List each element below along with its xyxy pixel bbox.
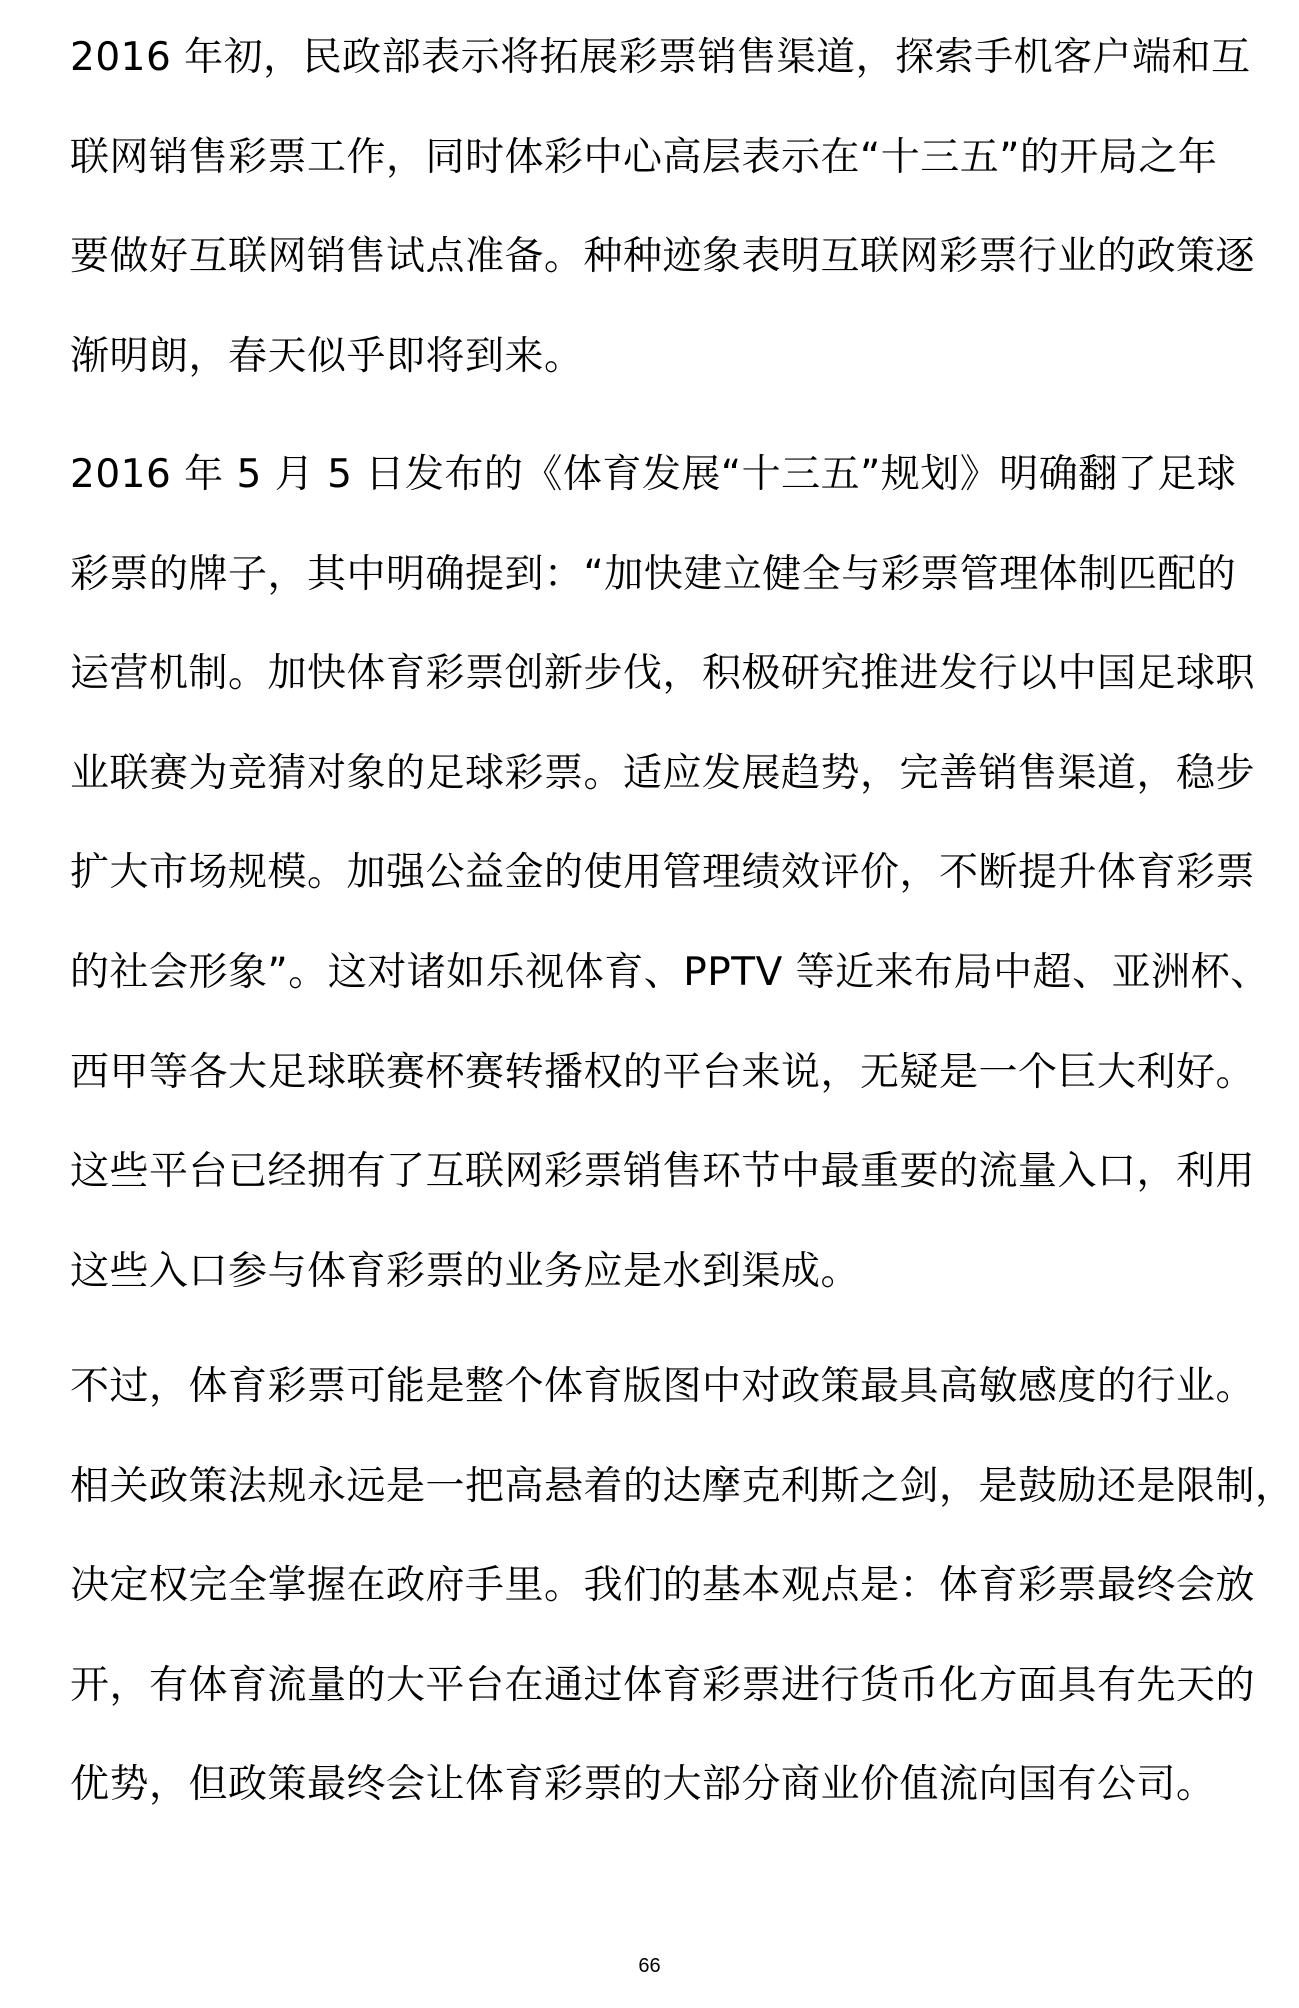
text-line: 运营机制。加快体育彩票创新步伐，积极研究推进发行以中国足球职 [70,651,1256,697]
text-line: 要做好互联网销售试点准备。种种迹象表明互联网彩票行业的政策逐 [70,234,1256,280]
text-line: 西甲等各大足球联赛杯赛转播权的平台来说，无疑是一个巨大利好。 [70,1049,1256,1095]
text-line: 扩大市场规模。加强公益金的使用管理绩效评价，不断提升体育彩票 [70,850,1256,896]
text-line: 的社会形象”。这对诸如乐视体育、PPTV 等近来布局中超、亚洲杯、 [70,949,1270,995]
text-line: 渐明朗，春天似乎即将到来。 [70,333,584,379]
text-line: 彩票的牌子，其中明确提到：“加快建立健全与彩票管理体制匹配的 [70,551,1237,597]
text-line: 2016 年 5 月 5 日发布的《体育发展“十三五”规划》明确翻了足球 [70,452,1237,497]
text-line: 联网销售彩票工作，同时体彩中心高层表示在“十三五”的开局之年 [70,134,1218,180]
text-line: 业联赛为竞猜对象的足球彩票。适应发展趋势，完善销售渠道，稳步 [70,750,1256,796]
paragraph-2 [70,425,1270,1321]
text-line: 这些平台已经拥有了互联网彩票销售环节中最重要的流量入口，利用 [70,1149,1256,1195]
text-line: 不过，体育彩票可能是整个体育版图中对政策最具高敏感度的行业。 [70,1364,1256,1409]
text-line: 相关政策法规永远是一把高悬着的达摩克利斯之剑，是鼓励还是限制， [70,1463,1295,1509]
text-line: 优势，但政策最终会让体育彩票的大部分商业价值流向国有公司。 [70,1762,1216,1808]
paragraph-1 [70,8,1256,406]
text-line: 这些入口参与体育彩票的业务应是水到渠成。 [70,1248,861,1294]
paragraph-3 [70,1337,1295,1835]
page-number: 66 [638,1955,661,1977]
text-line: 决定权完全掌握在政府手里。我们的基本观点是：体育彩票最终会放 [70,1563,1256,1609]
text-line: 2016 年初，民政部表示将拓展彩票销售渠道，探索手机客户端和互 [70,35,1251,80]
text-line: 开，有体育流量的大平台在通过体育彩票进行货币化方面具有先天的 [70,1662,1256,1708]
